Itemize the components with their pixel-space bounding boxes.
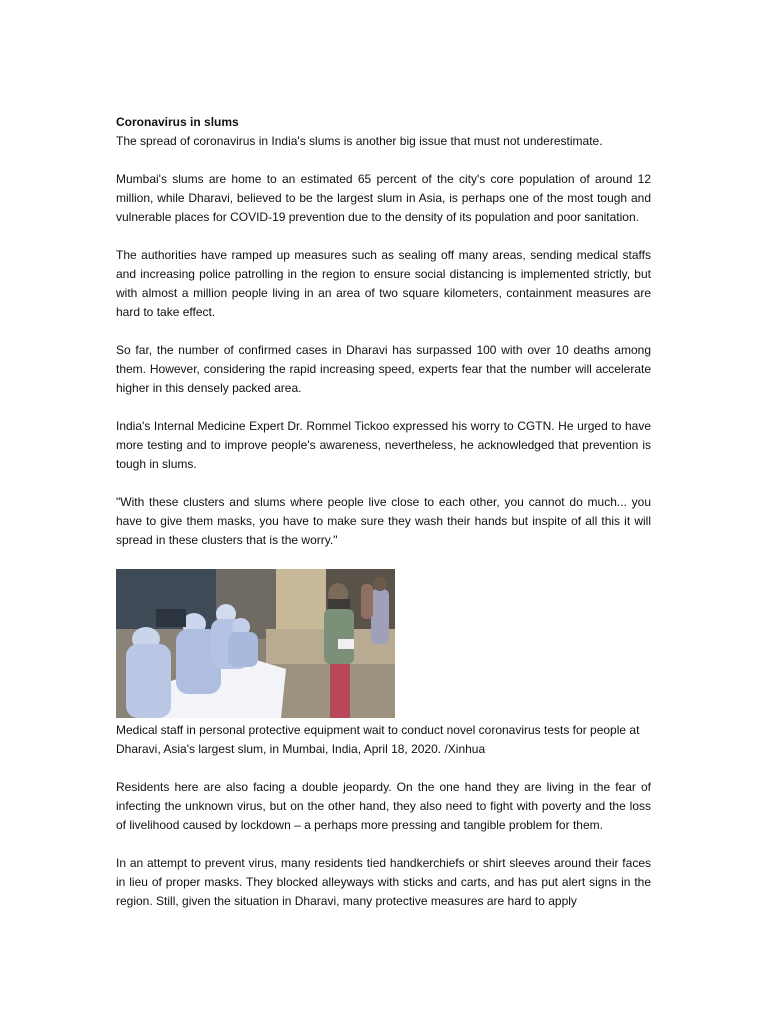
- news-photo: [116, 569, 395, 718]
- paragraph: The authorities have ramped up measures such as sealing off many areas, sending medical staffs and increasing police patrolling in the region to ensure social distancing is implemented strictly, but with almost a million people living in an area of two square kilometers, containment measures are hard to take effect.: [116, 248, 651, 319]
- paragraph: Residents here are also facing a double jeopardy. On the one hand they are living in the fear of infecting the unknown virus, but on the other hand, they also need to fight with poverty and the loss of livelihood caused by lockdown – a perhaps more pressing and tangible problem for them.: [116, 780, 651, 832]
- paragraph: Mumbai's slums are home to an estimated 65 percent of the city's core population of around 12 million, while Dharavi, believed to be the largest slum in Asia, is perhaps one of the most tough and vulnerable places for COVID-19 prevention due to the density of its population and poor sanitation.: [116, 172, 651, 224]
- image-caption: Medical staff in personal protective equipment wait to conduct novel coronavirus tests for people at Dharavi, Asia's largest slum, in Mumbai, India, April 18, 2020. /Xinhua: [116, 723, 640, 756]
- paragraph: "With these clusters and slums where people live close to each other, you cannot do much... you have to give them masks, you have to make sure they wash their hands but inspite of all this it will spread in these clusters that is the worry.": [116, 495, 651, 547]
- document-page: [116, 113, 651, 930]
- paragraph: India's Internal Medicine Expert Dr. Rommel Tickoo expressed his worry to CGTN. He urged to have more testing and to improve people's awareness, nevertheless, he acknowledged that prevention is tough in slums.: [116, 419, 651, 471]
- section-title: Coronavirus in slums: [116, 115, 239, 129]
- paragraph: So far, the number of confirmed cases in Dharavi has surpassed 100 with over 10 deaths among them. However, considering the rapid increasing speed, experts fear that the number will accelerate higher in this densely packed area.: [116, 343, 651, 395]
- paragraph: In an attempt to prevent virus, many residents tied handkerchiefs or shirt sleeves around their faces in lieu of proper masks. They blocked alleyways with sticks and carts, and has put alert signs in the region. Still, given the situation in Dharavi, many protective measures are hard to apply: [116, 856, 651, 908]
- paragraph: The spread of coronavirus in India's slums is another big issue that must not underestimate.: [116, 134, 603, 148]
